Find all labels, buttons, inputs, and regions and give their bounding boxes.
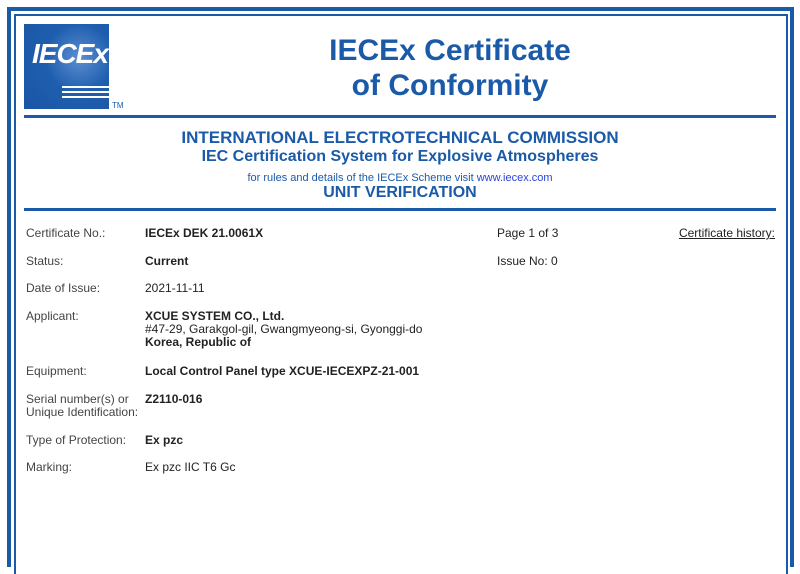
title-line-1: IECEx Certificate bbox=[329, 34, 571, 67]
serial-label-2: Unique Identification: bbox=[26, 405, 139, 419]
protection-label: Type of Protection: bbox=[26, 433, 127, 447]
date-value: 2021-11-11 bbox=[145, 281, 205, 295]
cert-no-label: Certificate No.: bbox=[26, 226, 106, 240]
title-line-2: of Conformity bbox=[351, 69, 549, 102]
trademark: TM bbox=[112, 101, 124, 110]
applicant-label: Applicant: bbox=[26, 309, 79, 323]
serial-label-1: Serial number(s) or bbox=[26, 392, 129, 406]
page-indicator: Page 1 of 3 bbox=[497, 226, 559, 240]
equipment-value: Local Control Panel type XCUE-IECEXPZ-21-001 bbox=[145, 364, 420, 378]
cert-no: IECEx DEK 21.0061X bbox=[145, 226, 264, 240]
marking-value: Ex pzc IIC T6 Gc bbox=[145, 460, 236, 474]
divider bbox=[24, 208, 776, 211]
applicant-address: #47-29, Garakgol-gil, Gwangmyeong-si, Gyonggi-do bbox=[145, 322, 423, 336]
iecex-link[interactable]: www.iecex.com bbox=[476, 172, 553, 184]
document-type: UNIT VERIFICATION bbox=[323, 184, 477, 201]
equipment-label: Equipment: bbox=[26, 364, 87, 378]
certificate-history-link[interactable]: Certificate history: bbox=[678, 226, 775, 240]
rules-text: for rules and details of the IECEx Scheme visit bbox=[247, 172, 474, 184]
marking-label: Marking: bbox=[26, 460, 73, 474]
divider bbox=[24, 115, 776, 118]
status-value: Current bbox=[145, 254, 189, 268]
org-name: INTERNATIONAL ELECTROTECHNICAL COMMISSION bbox=[181, 128, 619, 147]
protection-value: Ex pzc bbox=[145, 433, 184, 447]
issue-no: Issue No: 0 bbox=[497, 254, 558, 268]
serial-value: Z2110-016 bbox=[145, 392, 203, 406]
status-label: Status: bbox=[26, 254, 64, 268]
document-title bbox=[250, 33, 650, 103]
applicant-name: XCUE SYSTEM CO., Ltd. bbox=[145, 309, 285, 323]
logo-text: IECEx bbox=[32, 38, 108, 69]
system-name: IEC Certification System for Explosive Atmospheres bbox=[201, 148, 599, 165]
applicant-country: Korea, Republic of bbox=[145, 335, 252, 349]
iecex-logo bbox=[24, 24, 109, 109]
date-label: Date of Issue: bbox=[26, 281, 101, 295]
rules-line bbox=[24, 172, 776, 184]
